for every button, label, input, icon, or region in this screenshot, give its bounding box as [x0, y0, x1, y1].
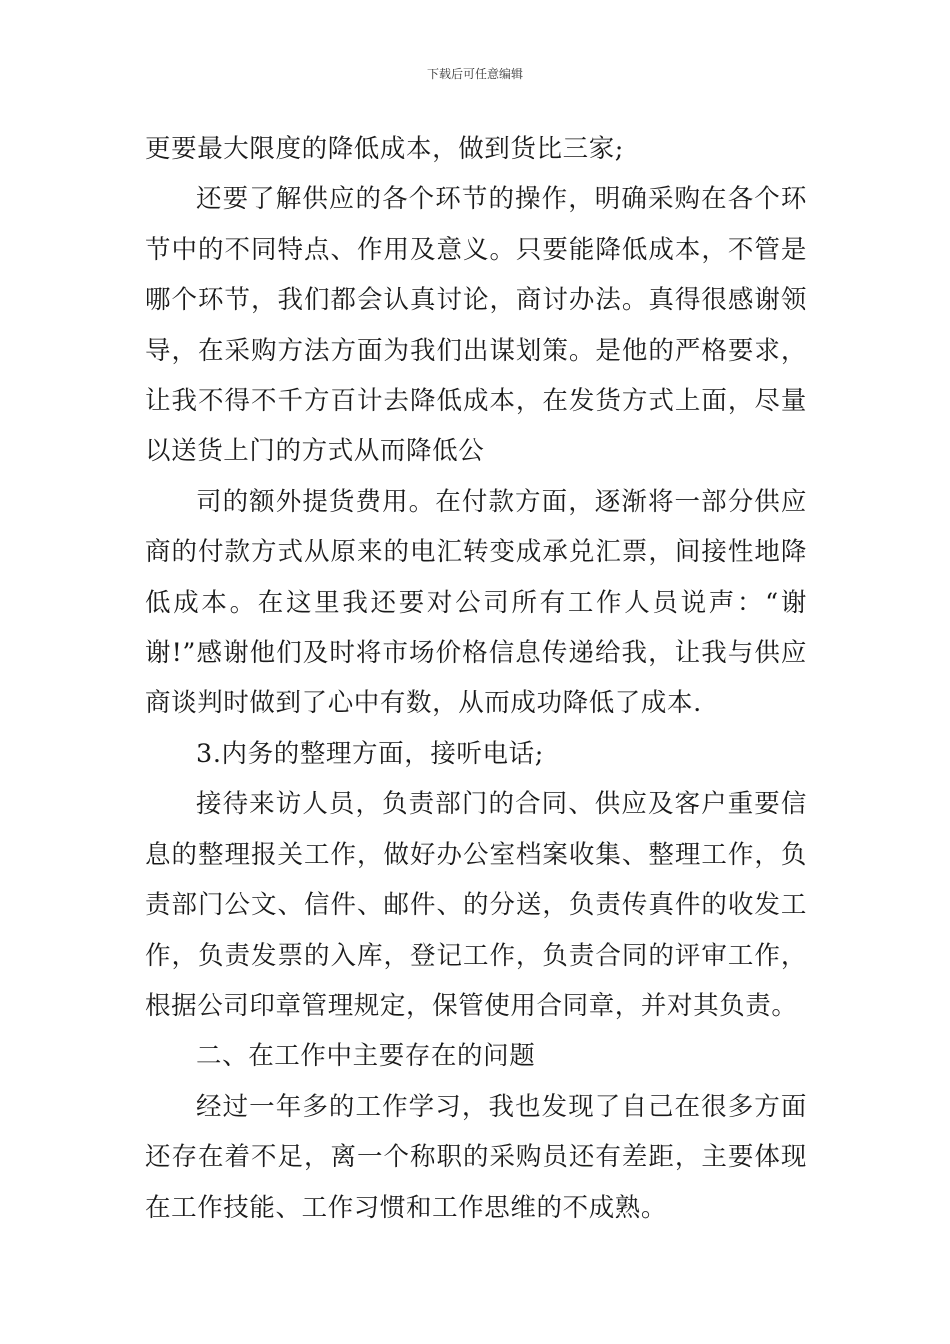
paragraph-internal-affairs-heading: 3.内务的整理方面，接听电话;: [196, 738, 544, 769]
paragraph-cost-reduction: 更要最大限度的降低成本，做到货比三家;: [145, 134, 624, 164]
paragraph-internal-affairs: 接待来访人员，负责部门的合同、供应及客户重要信息的整理报关工作，做好办公室档案收集、整理工作，负责部门公文、信件、邮件、的分送，负责传真件的收发工作，负责发票的入库，登记工作，负责合同的评审工作，根据公司印章管理规定，保管使用合同章，并对其负责。: [145, 789, 807, 1021]
paragraph-problems: 经过一年多的工作学习，我也发现了自己在很多方面还存在着不足，离一个称职的采购员还有差距，主要体现在工作技能、工作习惯和工作思维的不成熟。: [145, 1091, 807, 1223]
paragraph-payment: 司的额外提货费用。在付款方面，逐渐将一部分供应商的付款方式从原来的电汇转变成承兑汇票，间接性地降低成本。在这里我还要对公司所有工作人员说声：“谢谢!”感谢他们及时将市场价格信息传递给我，让我与供应商谈判时做到了心中有数，从而成功降低了成本.: [145, 486, 807, 719]
section-heading-problems: 二、在工作中主要存在的问题: [196, 1041, 536, 1072]
paragraph-supply-chain: 还要了解供应的各个环节的操作，明确采购在各个环节中的不同特点、作用及意义。只要能降低成本，不管是哪个环节，我们都会认真讨论，商讨办法。真得很感谢领导，在采购方法方面为我们出谋划策。是他的严格要求，让我不得不千方百计去降低成本，在发货方式上面，尽量以送货上门的方式从而降低公: [145, 184, 807, 467]
page-header: 下载后可任意编辑: [426, 67, 523, 81]
document-body: [145, 124, 807, 1233]
